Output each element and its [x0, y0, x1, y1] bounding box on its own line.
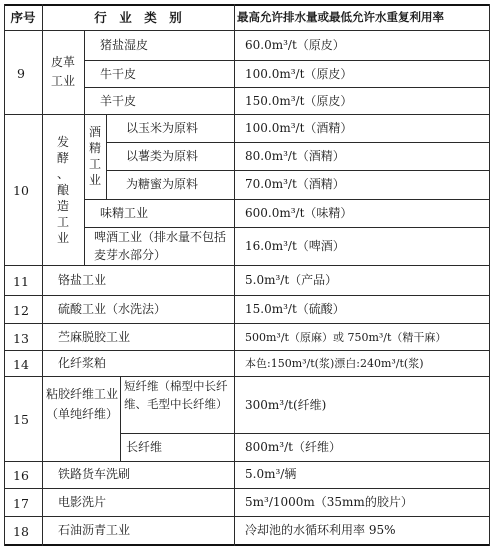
row16-number: 16 [13, 468, 29, 483]
seq-column-rule [42, 4, 43, 546]
row15-long-name: 长纤维 [126, 440, 163, 454]
row16-bottom-rule [4, 488, 490, 489]
row13-number: 13 [13, 331, 29, 346]
row10-alcohol-rule-2 [106, 170, 490, 171]
row14-number: 14 [13, 357, 29, 372]
row10-number: 10 [13, 183, 29, 198]
row13-value: 500m³/t（原麻）或 750m³/t（精干麻） [245, 331, 447, 344]
row10-beer-value: 16.0m³/t（啤酒） [245, 239, 345, 253]
row16-value: 5.0m³/辆 [245, 467, 297, 481]
row9-sub-3-name: 羊干皮 [100, 94, 137, 108]
row12-number: 12 [13, 303, 29, 318]
row15-short-name: 短纤维（棉型中长纤维、毛型中长纤维） [124, 379, 228, 411]
row9-number: 9 [17, 66, 25, 81]
header-seq: 序号 [10, 10, 36, 25]
row10-bottom-rule [4, 265, 490, 266]
row15-sub-rule [120, 433, 490, 434]
row15-short-value: 300m³/t(纤维) [245, 398, 327, 412]
row10-alcohol-2-value: 80.0m³/t（酒精） [245, 149, 345, 163]
row13-bottom-rule [4, 350, 490, 351]
row16-name: 铁路货车洗刷 [58, 467, 131, 481]
row18-name: 石油沥青工业 [58, 523, 131, 537]
row12-name: 硫酸工业（水洗法） [58, 302, 167, 316]
row10-msg-name: 味精工业 [100, 206, 149, 220]
row9-sub-3-value: 150.0m³/t（原皮） [245, 94, 353, 108]
header-limit: 最高允许排水量或最低允许水重复利用率 [237, 10, 444, 24]
row9-sub-1-name: 猪盐湿皮 [100, 38, 149, 52]
row15-group: 粘胶纤维工业（单纯纤维） [46, 387, 119, 421]
row10-group: 发 酵 、 酿 造 工 业 [56, 135, 69, 245]
row11-number: 11 [13, 274, 29, 289]
row10-alcohol-1-name: 以玉米为原料 [126, 121, 199, 135]
row15-bottom-rule [4, 461, 490, 462]
row10-alcohol-3-name: 为糖蜜为原料 [126, 177, 199, 191]
row9-sub-2-value: 100.0m³/t（原皮） [245, 67, 353, 81]
row9-sub-rule-2 [84, 87, 490, 88]
row10-alcohol-2-name: 以薯类为原料 [126, 149, 199, 163]
row17-name: 电影洗片 [58, 495, 107, 509]
header-bottom-rule [4, 30, 490, 31]
row11-name: 铬盐工业 [58, 273, 107, 287]
row18-number: 18 [13, 524, 29, 539]
row10-alcohol-subgroup-rule [106, 114, 107, 199]
right-border [489, 4, 490, 546]
table-bottom-border [4, 544, 490, 546]
row17-number: 17 [13, 496, 29, 511]
row10-beer-name: 啤酒工业（排水量不包括麦芽水部分） [94, 230, 227, 262]
row15-group-rule [120, 376, 121, 461]
row15-long-value: 800m³/t（纤维） [245, 440, 341, 454]
row10-alcohol-rule-1 [106, 142, 490, 143]
header-industry: 行 业 类 别 [94, 10, 182, 25]
row10-msg-value: 600.0m³/t（味精） [245, 206, 353, 220]
row12-value: 15.0m³/t（硫酸） [245, 302, 345, 316]
row9-sub-1-value: 60.0m³/t（原皮） [245, 38, 345, 52]
table-top-border [4, 4, 490, 6]
row9-sub-rule-1 [84, 60, 490, 61]
row9-bottom-rule [4, 114, 490, 115]
row9-group: 皮革 工业 [50, 55, 75, 88]
row9-sub-2-name: 牛干皮 [100, 67, 137, 81]
row10-alcohol-subgroup: 酒 精 工 业 [88, 125, 101, 187]
row17-bottom-rule [4, 516, 490, 517]
row14-name: 化纤浆粕 [58, 356, 107, 370]
row17-value: 5m³/1000m（35mm的胶片） [245, 495, 413, 509]
row13-name: 苎麻脱胶工业 [58, 330, 131, 344]
row10-alcohol-3-value: 70.0m³/t（酒精） [245, 177, 345, 191]
row14-bottom-rule [4, 376, 490, 377]
row10-alcohol-1-value: 100.0m³/t（酒精） [245, 121, 353, 135]
row11-bottom-rule [4, 295, 490, 296]
row12-bottom-rule [4, 323, 490, 324]
value-column-rule [234, 4, 235, 546]
row11-value: 5.0m³/t（产品） [245, 273, 338, 287]
row14-value: 本色:150m³/t(浆)漂白:240m³/t(浆) [245, 357, 424, 370]
row15-number: 15 [13, 412, 29, 427]
row10-alcohol-bottom-rule [84, 199, 490, 200]
row18-value: 冷却池的水循环利用率 95% [245, 523, 396, 537]
row9-group-rule [84, 30, 85, 114]
row10-group-rule [84, 114, 85, 265]
